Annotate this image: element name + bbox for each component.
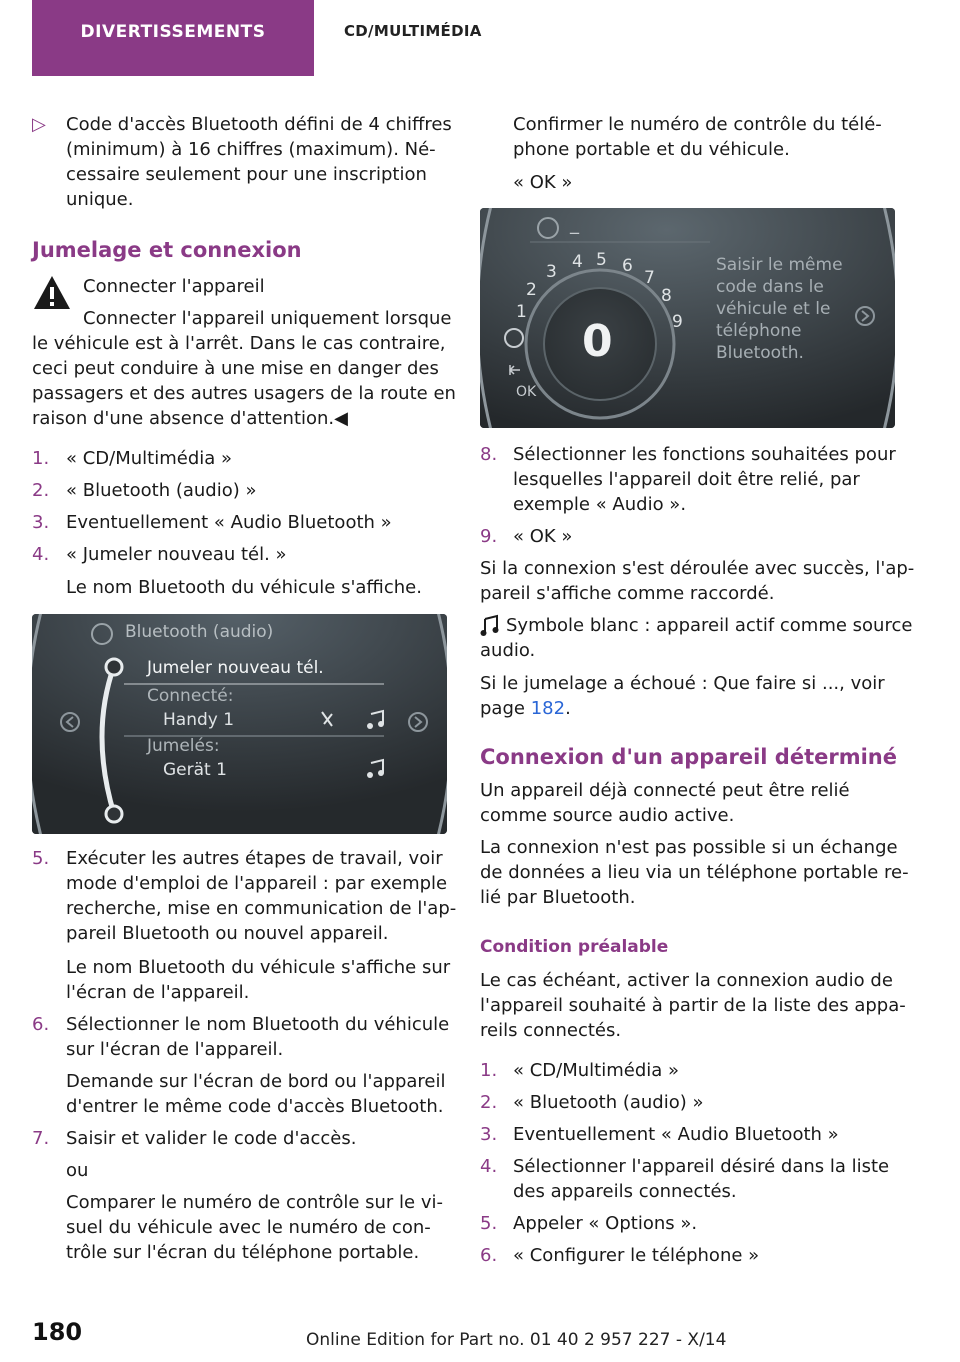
para-3: Le cas échéant, activer la connexion audio de l'appareil souhaité à partir de la liste des appa‐ reils connectés.	[480, 970, 906, 1041]
step-number: 9.	[480, 526, 498, 547]
step-number: 2.	[32, 480, 50, 501]
pin-entry-screenshot	[480, 208, 895, 428]
bullet-text: Code d'accès Bluetooth défini de 4 chiffres (minimum) à 16 chiffres (maximum). Né‐ cessaire seulement pour une inscription unique.	[66, 114, 452, 210]
step-text: Eventuellement « Audio Bluetooth »	[513, 1124, 839, 1145]
pin-cursor: _	[570, 214, 579, 235]
page-number: 180	[32, 1318, 83, 1346]
step-text: « OK »	[513, 526, 573, 547]
step-text: « Bluetooth (audio) »	[66, 480, 257, 501]
ok-label: OK	[516, 384, 537, 400]
step-number: 5.	[480, 1213, 498, 1234]
bluetooth-menu-screenshot	[32, 614, 447, 834]
section-heading-connexion: Connexion d'un appareil déterminé	[480, 745, 897, 769]
confirm-text: Confirmer le numéro de contrôle du télé‐ phone portable et du véhicule.	[513, 114, 882, 160]
step-note: Demande sur l'écran de bord ou l'appareil d'entrer le même code d'accès Bluetooth.	[66, 1071, 446, 1117]
menu-item-pair-new: Jumeler nouveau tél.	[147, 658, 324, 678]
dial-digit: 5	[596, 250, 607, 270]
page-link[interactable]: 182	[530, 698, 566, 719]
success-text: Si la connexion s'est déroulée avec succès, l'ap‐ pareil s'affiche comme raccordé.	[480, 558, 915, 604]
para-2: La connexion n'est pas possible si un échange de données a lieu via un téléphone portable re‐ lié par Bluetooth.	[480, 837, 909, 908]
tab-divertissements[interactable]	[32, 0, 314, 76]
tab-cd-multimedia[interactable]: CD/MULTIMÉDIA	[344, 22, 482, 40]
step-note: Comparer le numéro de contrôle sur le vi‐ suel du véhicule avec le numéro de con‐ trôle sur l'écran du téléphone portable.	[66, 1192, 443, 1263]
step-text: « Bluetooth (audio) »	[513, 1092, 704, 1113]
symbol-text-1: Symbole blanc : appareil actif comme source	[506, 615, 913, 636]
step-number: 5.	[32, 848, 50, 869]
dial-digit: 1	[516, 302, 527, 322]
step-number: 1.	[480, 1060, 498, 1081]
step-text: Sélectionner le nom Bluetooth du véhicule sur l'écran de l'appareil.	[66, 1014, 450, 1060]
step-number: 7.	[32, 1128, 50, 1149]
step-number: 8.	[480, 444, 498, 465]
footer-edition: Online Edition for Part no. 01 40 2 957 227 - X/14	[306, 1330, 727, 1350]
step-text: Eventuellement « Audio Bluetooth »	[66, 512, 392, 533]
selected-digit: 0	[582, 316, 613, 367]
step-number: 3.	[480, 1124, 498, 1145]
screen-title: Bluetooth (audio)	[125, 622, 274, 642]
device-handy: Handy 1	[163, 710, 235, 730]
warning-line-1: Connecter l'appareil uniquement lorsque	[83, 308, 452, 329]
symbol-text-2: audio.	[480, 640, 536, 661]
step-text: Sélectionner les fonctions souhaitées pour lesquelles l'appareil doit être relié, par exemple « Audio ».	[513, 444, 896, 515]
step-text: « Configurer le téléphone »	[513, 1245, 760, 1266]
section-connected: Connecté:	[147, 686, 234, 706]
ok-text: « OK »	[513, 172, 573, 193]
step-number: 6.	[480, 1245, 498, 1266]
step-text: « Jumeler nouveau tél. »	[66, 544, 287, 565]
step-number: 6.	[32, 1014, 50, 1035]
step-note: Le nom Bluetooth du véhicule s'affiche sur l'écran de l'appareil.	[66, 957, 451, 1003]
step-text: Exécuter les autres étapes de travail, voir mode d'emploi de l'appareil : par exemple recherche, mise en communication de l'ap‐ pareil Bluetooth ou nouvel appareil.	[66, 848, 457, 944]
dial-digit: 9	[672, 312, 683, 332]
step-number: 1.	[32, 448, 50, 469]
music-note-icon	[480, 614, 500, 638]
device-geraet: Gerät 1	[163, 760, 227, 780]
dial-digit: 8	[661, 286, 672, 306]
pin-prompt: Saisir le même code dans le véhicule et le téléphone Bluetooth.	[716, 255, 843, 363]
dial-digit: 3	[546, 262, 557, 282]
dial-digit: 4	[572, 252, 583, 272]
section-heading-jumelage: Jumelage et connexion	[32, 238, 302, 262]
step-number: 4.	[32, 544, 50, 565]
step-number: 3.	[32, 512, 50, 533]
step-text: Appeler « Options ».	[513, 1213, 698, 1234]
subheading-condition: Condition préalable	[480, 937, 669, 957]
step-or: ou	[66, 1160, 89, 1181]
para-1: Un appareil déjà connecté peut être relié comme source audio active.	[480, 780, 850, 826]
step-note: Le nom Bluetooth du véhicule s'affiche.	[66, 577, 422, 598]
dial-digit: 6	[622, 256, 633, 276]
step-text: « CD/Multimédia »	[66, 448, 233, 469]
bullet-marker: ▷	[32, 114, 46, 135]
warning-lines: le véhicule est à l'arrêt. Dans le cas contraire, ceci peut conduire à une mise en danger des passagers et des autres usagers de la route en raison d'une absence d'attention.◀	[32, 333, 456, 429]
warning-icon	[32, 274, 72, 312]
step-number: 4.	[480, 1156, 498, 1177]
dial-digit: 7	[644, 268, 655, 288]
step-text: Sélectionner l'appareil désiré dans la liste des appareils connectés.	[513, 1156, 890, 1202]
step-text: Saisir et valider le code d'accès.	[66, 1128, 357, 1149]
warning-title: Connecter l'appareil	[83, 276, 265, 297]
fail-text: Si le jumelage a échoué : Que faire si ..., voir page 182.	[480, 673, 885, 719]
step-text: « CD/Multimédia »	[513, 1060, 680, 1081]
dial-digit: 2	[526, 280, 537, 300]
step-number: 2.	[480, 1092, 498, 1113]
section-paired: Jumelés:	[147, 736, 220, 756]
tab-divertissements-label: DIVERTISSEMENTS	[80, 22, 266, 42]
